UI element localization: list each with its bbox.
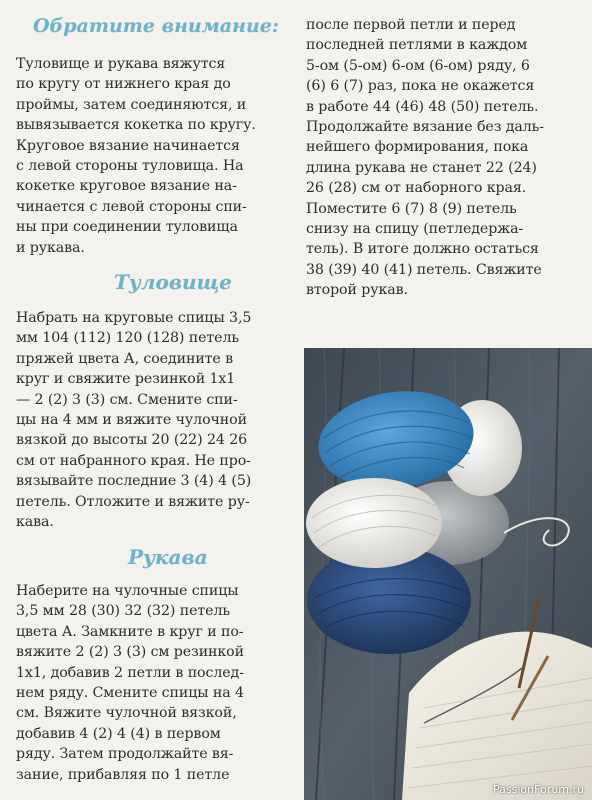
text-line: (6) 6 (7) раз, пока не окажется: [306, 78, 535, 95]
heading-body: Туловище: [114, 270, 232, 294]
text-line: второй рукав.: [306, 282, 408, 299]
text-line: Наберите на чулочные спицы: [16, 583, 239, 599]
text-line: последней петлями в каждом: [306, 37, 528, 54]
yarn-illustration: [304, 348, 592, 800]
text-line: длина рукава не станет 22 (24): [306, 159, 537, 176]
text-line: Круговое вязание начинается: [16, 137, 240, 154]
intro-paragraph: [16, 54, 256, 258]
watermark: PassionForum.ru: [493, 783, 584, 796]
heading-sleeves: Рукава: [128, 545, 208, 569]
text-line: нейшего формирования, пока: [306, 139, 529, 156]
text-line: петель. Отложите и вяжите ру-: [16, 493, 250, 510]
text-line: цы на 4 мм и вяжите чулочной: [16, 412, 247, 429]
text-line: вывязывается кокетка по кругу.: [16, 117, 256, 134]
text-line: круг и свяжите резинкой 1x1: [16, 371, 236, 388]
text-line: Туловище и рукава вяжутся: [16, 56, 226, 72]
text-line: снизу на спицу (петледержа-: [306, 221, 524, 238]
text-line: тель). В итоге должно остаться: [306, 241, 539, 258]
text-line: после первой петли и перед: [306, 17, 516, 33]
text-line: по кругу от нижнего края до: [16, 76, 231, 93]
text-line: чинается с левой стороны спи-: [16, 198, 247, 215]
text-line: и рукава.: [16, 239, 85, 256]
text-line: Поместите 6 (7) 8 (9) петель: [306, 200, 517, 217]
yarn-photo: [304, 348, 592, 800]
sleeve-paragraph: [16, 581, 244, 785]
text-line: 1x1, добавив 2 петли в послед-: [16, 664, 244, 681]
text-line: цвета А. Замкните в круг и по-: [16, 623, 244, 640]
text-line: проймы, затем соединяются, и: [16, 96, 247, 113]
text-line: 38 (39) 40 (41) петель. Свяжите: [306, 261, 542, 278]
text-line: Набрать на круговые спицы 3,5: [16, 310, 252, 326]
text-line: добавив 4 (2) 4 (4) в первом: [16, 725, 221, 742]
text-line: кава.: [16, 514, 54, 531]
text-line: вязывайте последние 3 (4) 4 (5): [16, 473, 252, 490]
text-line: вязкой до высоты 20 (22) 24 26: [16, 432, 248, 449]
text-line: ряду. Затем продолжайте вя-: [16, 746, 234, 763]
text-line: вяжите 2 (2) 3 (3) см резинкой: [16, 644, 244, 661]
text-line: см от набранного края. Не про-: [16, 452, 251, 469]
text-line: с левой стороны туловища. На: [16, 158, 244, 175]
text-line: кокетке круговое вязание на-: [16, 178, 237, 195]
text-line: — 2 (2) 3 (3) см. Смените спи-: [16, 391, 238, 408]
text-line: см. Вяжите чулочной вязкой,: [16, 705, 237, 722]
text-line: ны при соединении туловища: [16, 219, 238, 236]
text-line: мм 104 (112) 120 (128) петель: [16, 330, 240, 347]
text-line: 26 (28) см от наборного края.: [306, 180, 527, 197]
text-line: 5-ом (5-ом) 6-ом (6-ом) ряду, 6: [306, 57, 530, 74]
sleeve-continuation-paragraph: [306, 15, 544, 301]
text-line: 3,5 мм 28 (30) 32 (32) петель: [16, 603, 230, 620]
white-yarn-ball: [306, 478, 442, 568]
text-line: нем ряду. Смените спицы на 4: [16, 685, 244, 702]
text-line: зание, прибавляя по 1 петле: [16, 766, 230, 783]
text-line: Продолжайте вязание без даль-: [306, 119, 544, 136]
heading-attention: Обратите внимание:: [33, 15, 279, 37]
text-line: в работе 44 (46) 48 (50) петель.: [306, 98, 539, 115]
text-line: пряжей цвета А, соедините в: [16, 350, 234, 367]
body-paragraph: [16, 308, 251, 532]
